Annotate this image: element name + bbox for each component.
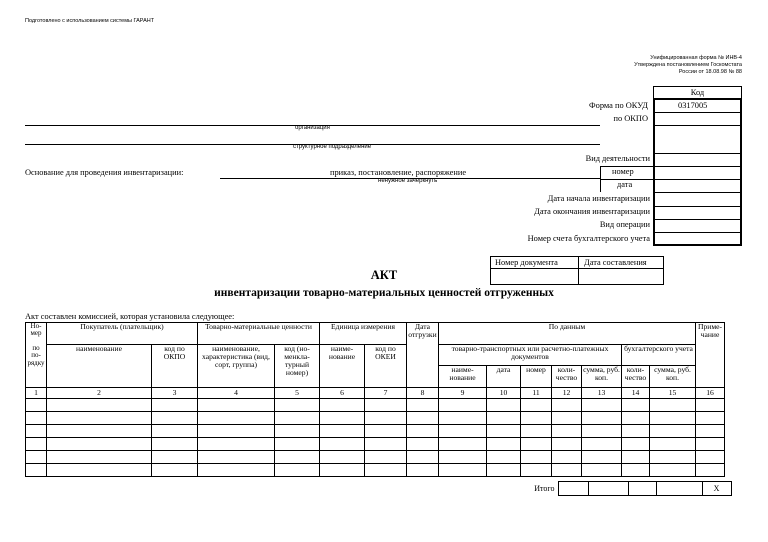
- doc-number-col-header: номер: [521, 366, 552, 388]
- column-number-7: 7: [365, 388, 407, 399]
- doc-date-header: Дата составления: [584, 258, 647, 267]
- doc-qty-header: коли-чество: [552, 366, 582, 388]
- acc-qty-header: коли-чество: [622, 366, 650, 388]
- col-number-top: Но-мер: [30, 322, 42, 338]
- goods-group-header: Товарно-материальные ценности: [198, 323, 320, 345]
- totals-row: [440, 481, 732, 496]
- table-row: [26, 451, 725, 464]
- table-row: [26, 399, 725, 412]
- total-sum-cell: [588, 482, 628, 496]
- basis-label: Основание для проведения инвентаризации:: [25, 168, 184, 177]
- date-label: дата: [617, 180, 633, 189]
- basis-value: приказ, постановление, распоряжение: [330, 168, 467, 177]
- okpo-label: по ОКПО: [613, 114, 648, 123]
- column-number-15: 15: [650, 388, 696, 399]
- total-acc-sum-cell: [656, 482, 702, 496]
- act-title: АКТ: [370, 268, 398, 282]
- codes-column: [653, 98, 742, 246]
- unit-name-header: наиме-нование: [320, 345, 365, 388]
- column-number-10: 10: [487, 388, 521, 399]
- table-row: [26, 425, 725, 438]
- col-number-bottom: по по-рядку: [27, 344, 45, 367]
- ship-date-header: Дата отгрузки: [407, 323, 439, 388]
- form-line-3: России от 18.08.98 № 88: [678, 69, 742, 75]
- column-number-9: 9: [439, 388, 487, 399]
- column-number-1: 1: [26, 388, 47, 399]
- column-number-11: 11: [521, 388, 552, 399]
- goods-name-header: наименование, характеристика (вид, сорт, группа): [198, 345, 275, 388]
- buyer-name-header: наименование: [47, 345, 152, 388]
- unit-okei-header: код по ОКЕИ: [365, 345, 407, 388]
- operation-label: Вид операции: [599, 220, 650, 229]
- total-label: Итого: [534, 484, 555, 493]
- column-number-6: 6: [320, 388, 365, 399]
- start-date-label: Дата начала инвентаризации: [547, 194, 650, 203]
- buyer-group-header: Покупатель (плательщик): [47, 323, 198, 345]
- column-number-8: 8: [407, 388, 439, 399]
- buyer-okpo-header: код по ОКПО: [152, 345, 198, 388]
- total-qty-cell: [558, 482, 588, 496]
- accounting-header: бухгалтерского учета: [622, 345, 696, 366]
- column-numbers-row: [26, 388, 725, 399]
- total-mark: X: [702, 482, 731, 496]
- account-label: Номер счета бухгалтерского учета: [527, 234, 650, 243]
- col-number-header: [26, 323, 47, 388]
- doc-date-col-header: дата: [487, 366, 521, 388]
- table-row: [26, 438, 725, 451]
- column-number-14: 14: [622, 388, 650, 399]
- basis-caption: ненужное зачеркнуть: [378, 178, 438, 184]
- total-acc-qty-cell: [628, 482, 656, 496]
- column-number-4: 4: [198, 388, 275, 399]
- form-line-2: Утверждена постановлением Госкомстата: [634, 62, 742, 68]
- column-number-5: 5: [275, 388, 320, 399]
- act-subtitle: инвентаризации товарно-материальных ценностей отгруженных: [214, 287, 554, 299]
- division-caption: структурное подразделение: [293, 144, 372, 150]
- column-number-2: 2: [47, 388, 152, 399]
- by-data-header: По данным: [439, 323, 696, 345]
- okud-value: 0317005: [678, 101, 708, 110]
- activity-label: Вид деятельности: [585, 154, 650, 163]
- prepared-note: Подготовлено с использованием системы ГАРАНТ: [25, 18, 155, 24]
- note-header: Приме-чание: [696, 323, 725, 388]
- commission-intro: Акт составлен комиссией, которая установила следующее:: [25, 312, 235, 321]
- doc-name-header: наиме-нование: [439, 366, 487, 388]
- doc-number-header: Номер документа: [495, 258, 558, 267]
- form-line-1: Унифицированная форма № ИНВ-4: [650, 55, 742, 61]
- transport-docs-header: товарно-транспортных или расчетно-платежных документов: [439, 345, 622, 366]
- acc-sum-header: сумма, руб. коп.: [650, 366, 696, 388]
- goods-code-header: код (но-менкла-турный номер): [275, 345, 320, 388]
- doc-sum-header: сумма, руб. коп.: [582, 366, 622, 388]
- kod-label: Код: [690, 88, 705, 97]
- column-number-16: 16: [696, 388, 725, 399]
- column-number-13: 13: [582, 388, 622, 399]
- end-date-label: Дата окончания инвентаризации: [534, 207, 650, 216]
- table-row: [26, 464, 725, 477]
- table-row: [26, 412, 725, 425]
- organization-caption: организация: [295, 125, 330, 131]
- number-label: номер: [612, 167, 634, 176]
- column-number-3: 3: [152, 388, 198, 399]
- column-number-12: 12: [552, 388, 582, 399]
- inventory-table: [25, 322, 725, 477]
- okud-label: Форма по ОКУД: [589, 101, 648, 110]
- unit-group-header: Единица измерения: [320, 323, 407, 345]
